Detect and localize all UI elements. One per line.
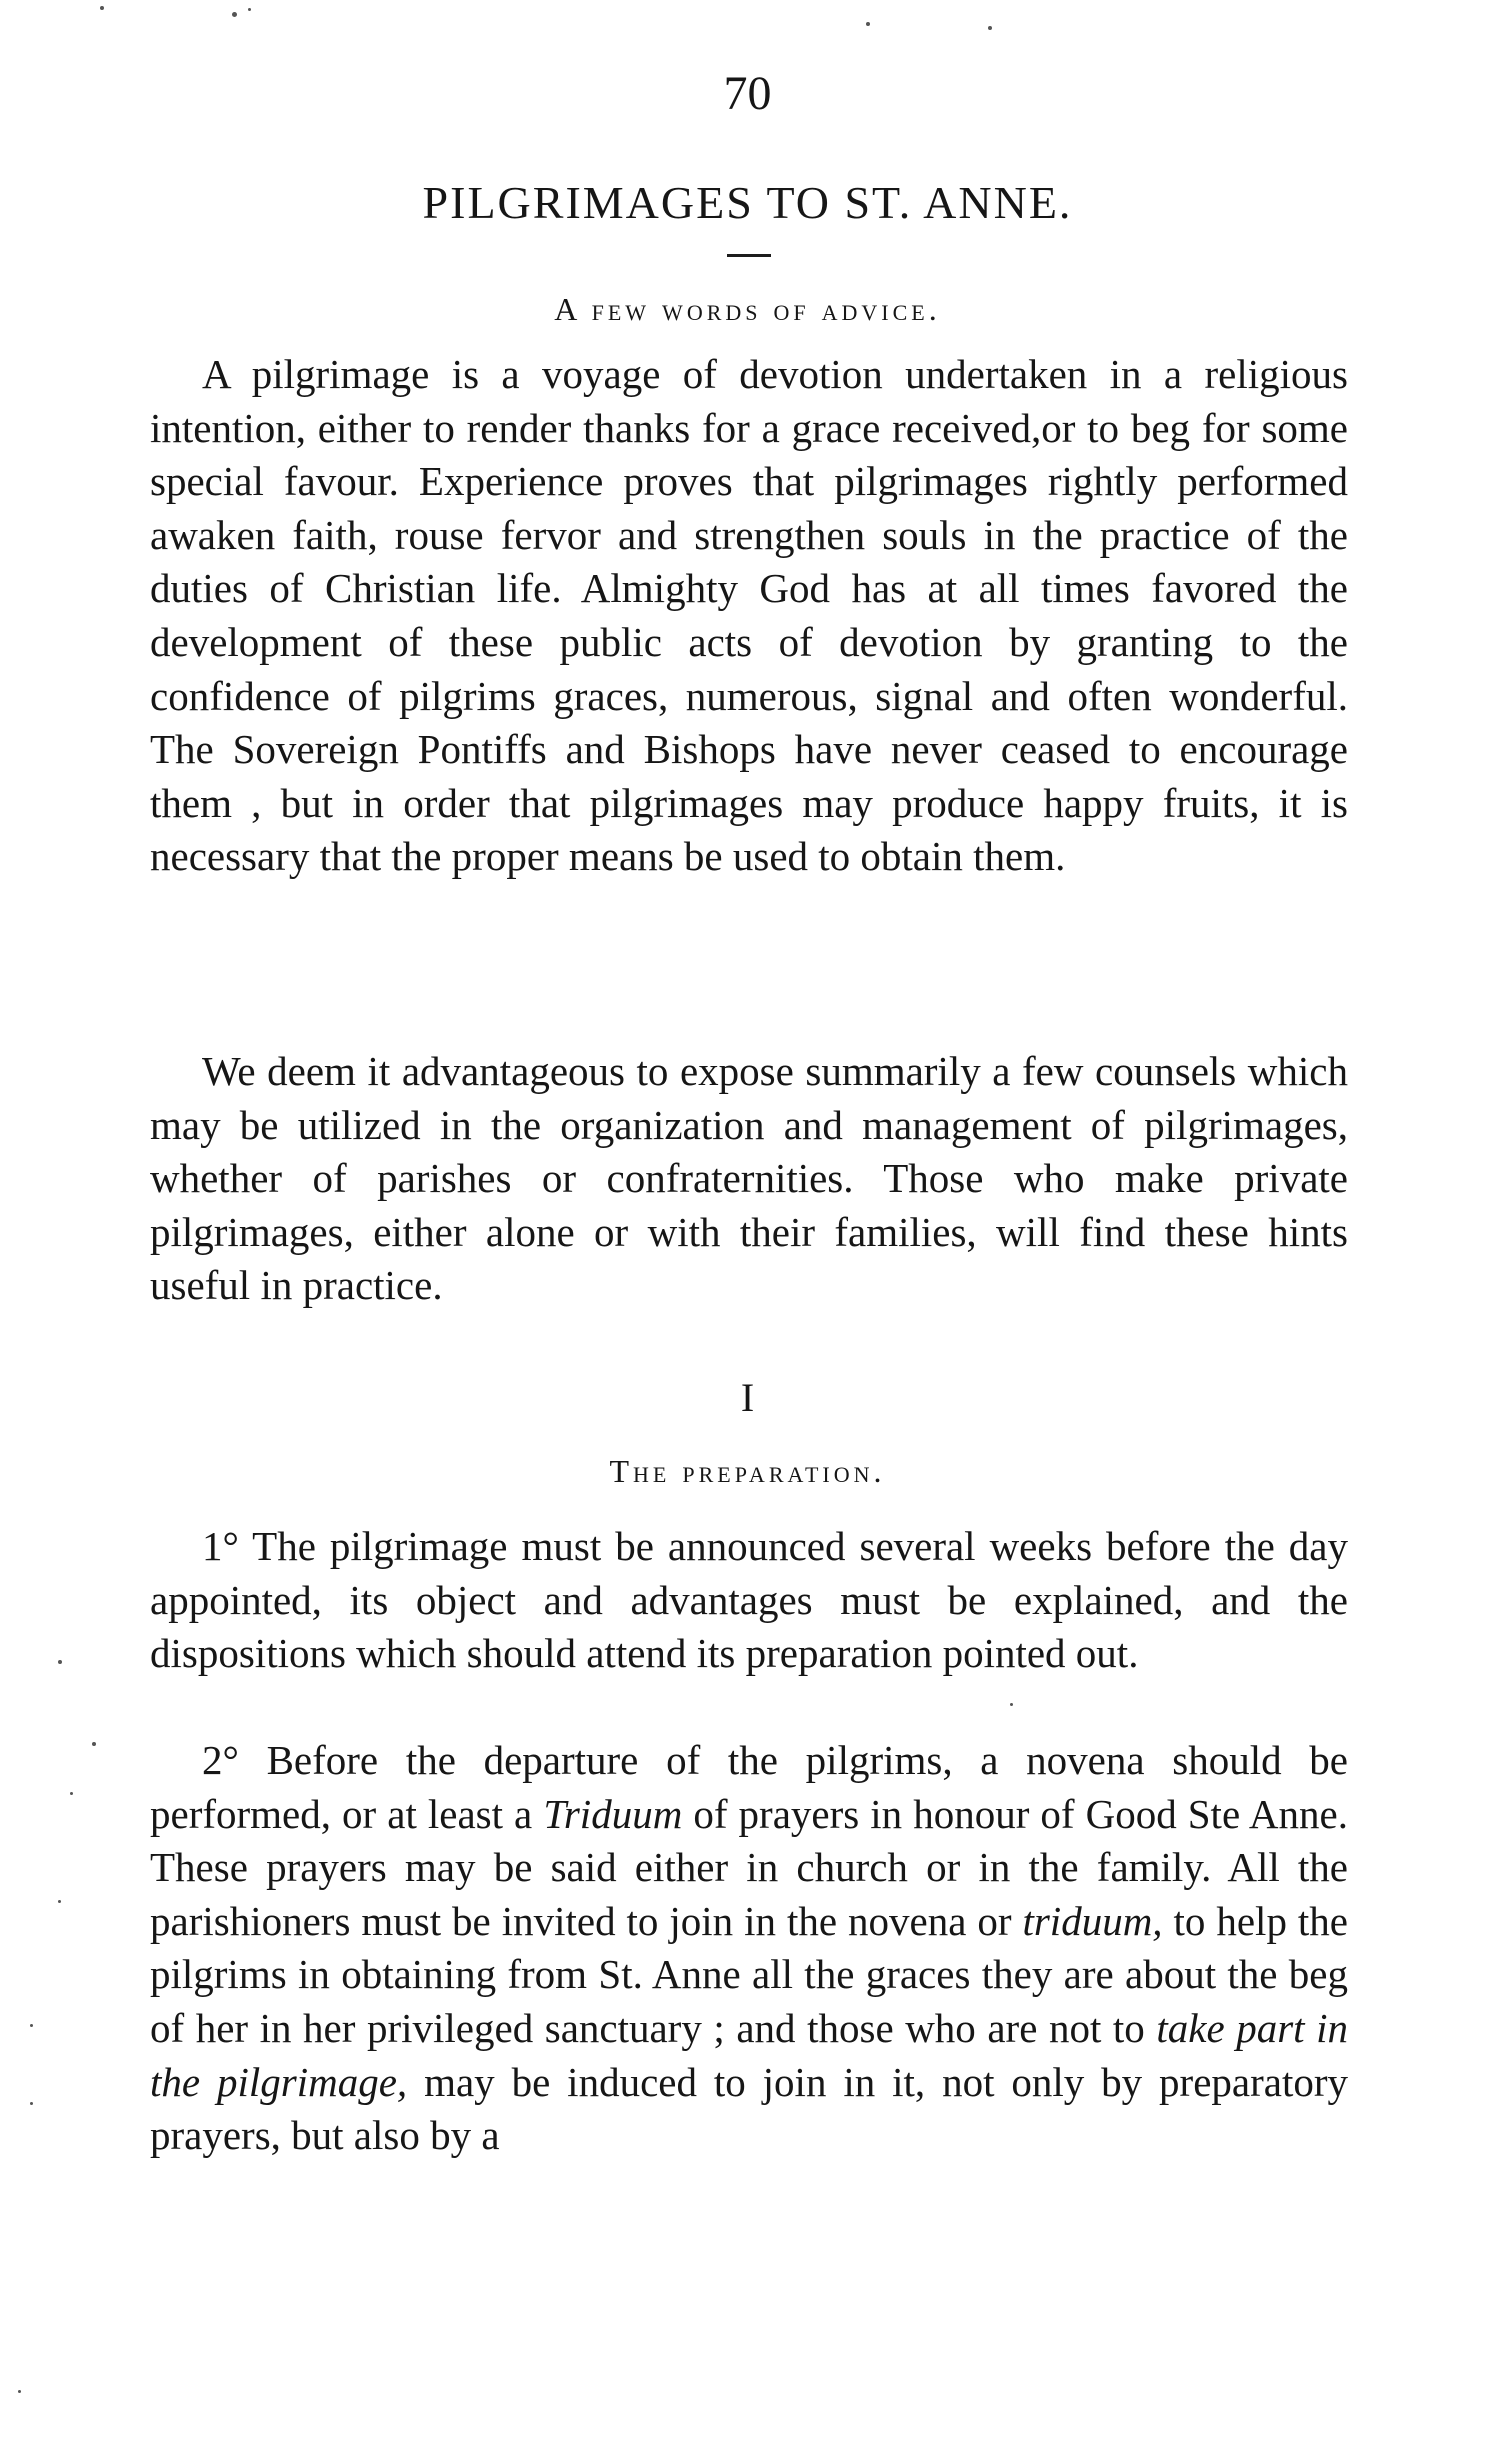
scan-speck xyxy=(30,2024,33,2027)
scan-speck xyxy=(70,1792,73,1795)
item-2-text-c: of prayers in honour of Good Ste Anne. These prayers may be said either in church or in the family. All the parishioners must be invited to join in the novena or xyxy=(150,1790,1348,1944)
scan-speck xyxy=(58,1900,61,1903)
paragraph-counsels: We deem it advantageous to expose summarily a few counsels which may be utilized in the organization and management of pilgrimages, whether of parishes or confraternities. Those who make private pilgrimages, either alone or with their families, will find these hints useful in practice. xyxy=(150,1048,1348,1309)
item-2-italic-triduum: Triduum xyxy=(543,1790,683,1837)
paragraph-item-2 xyxy=(150,1734,1348,2163)
item-2-italic-triduum-lower: triduum, xyxy=(1022,1897,1163,1944)
scan-speck xyxy=(232,12,237,17)
title-rule xyxy=(727,254,771,257)
scan-speck xyxy=(988,26,992,30)
item-2-italic-take-part: take part in the pilgrimage, xyxy=(150,2004,1348,2105)
scan-speck xyxy=(866,22,870,26)
scan-speck xyxy=(30,2102,33,2105)
scan-speck xyxy=(248,8,251,11)
running-title: PILGRIMAGES TO ST. ANNE. xyxy=(422,177,1073,228)
page-number: 70 xyxy=(723,67,772,120)
item-2-text-a: 2° Before the departure of the pilgrims, a novena should be performed, or at least a xyxy=(150,1737,1348,1837)
paragraph-item-1: 1° The pilgrimage must be announced several weeks before the day appointed, its object and advantages must be explained, and the dispositions which should attend its preparation pointed out. xyxy=(150,1523,1348,1677)
scan-speck xyxy=(1010,1703,1013,1706)
section-numeral: I xyxy=(740,1375,755,1420)
scan-speck xyxy=(18,2390,21,2393)
item-2-text-g: may be induced to join in it, not only by preparatory prayers, but also by a xyxy=(150,2058,1348,2159)
scan-speck xyxy=(58,1660,62,1664)
section-heading-advice: A few words of advice. xyxy=(554,291,941,327)
scan-speck xyxy=(100,6,104,10)
section-heading-preparation: The preparation. xyxy=(609,1453,886,1489)
item-2-text-e: to help the pilgrims in obtaining from St. Anne all the graces they are about the beg of her in her privileged sanctuary ; and those who are not to xyxy=(150,1897,1348,2051)
paragraph-definition: A pilgrimage is a voyage of devotion undertaken in a religious intention, either to render thanks for a grace received,or to beg for some special favour. Experience proves that pilgrimages rightly performed awaken faith, rouse fervor and strengthen souls in the practice of the duties of Christian life. Almighty God has at all times favored the development of these public acts of devotion by granting to the confidence of pilgrims graces, numerous, signal and often wonderful. The Sovereign Pontiffs and Bishops have never ceased to encourage them , but in order that pilgrimages may produce happy fruits, it is necessary that the proper means be used to obtain them. xyxy=(150,351,1348,880)
scan-speck xyxy=(92,1742,96,1746)
